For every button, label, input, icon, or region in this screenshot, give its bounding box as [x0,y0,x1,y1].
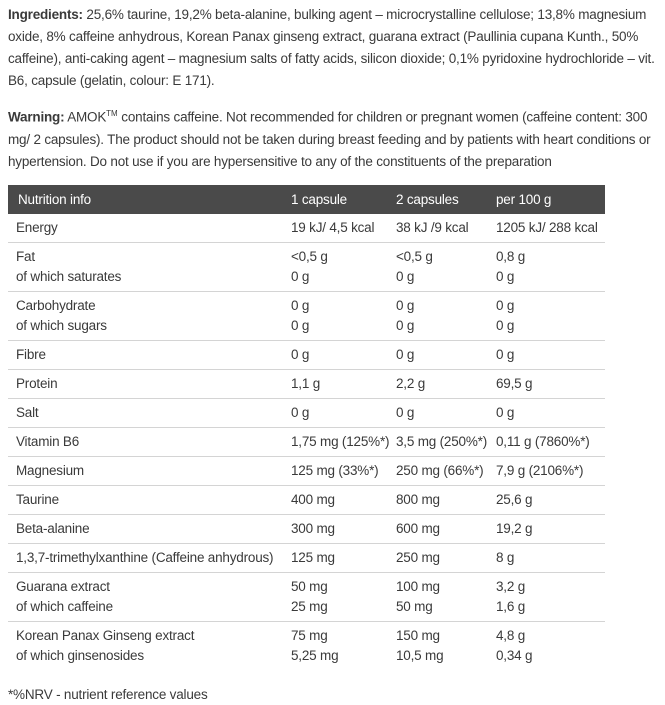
cell-text: 38 kJ /9 kcal [396,219,469,235]
value-cell [291,621,396,670]
value-cell [496,427,605,456]
column-header-nutrition-info: Nutrition info [8,185,291,214]
cell-text: Guarana extract [16,578,110,594]
cell-text: 0 g [496,404,515,420]
cell-text: 0 g [396,346,415,362]
value-cell [396,456,496,485]
cell-text: Carbohydrate [16,297,96,313]
nrv-footnote: *%NRV - nutrient reference values [8,686,208,702]
cell-text: Taurine [16,491,59,507]
cell-text: of which saturates [16,268,122,284]
cell-text: 250 mg (66%*) [396,462,484,478]
value-cell [396,340,496,369]
nutrition-table [8,185,605,670]
table-row [8,214,605,243]
cell-text: Magnesium [16,462,84,478]
nutrient-cell [8,543,291,572]
value-cell [396,572,496,621]
cell-text: 0 g [496,297,515,313]
cell-text: 3,2 g [496,578,526,594]
table-row [8,427,605,456]
cell-text: 0 g [396,404,415,420]
warning-paragraph [8,103,660,173]
cell-text: Fat [16,248,35,264]
table-row [8,543,605,572]
value-cell [396,621,496,670]
nutrition-table-header [8,185,605,214]
cell-text: Vitamin B6 [16,433,80,449]
nutrient-cell [8,214,291,243]
table-row [8,340,605,369]
cell-text: 69,5 g [496,375,533,391]
cell-text: 400 mg [291,491,335,507]
cell-text: 19,2 g [496,520,533,536]
value-cell [496,543,605,572]
cell-text: 3,5 mg (250%*) [396,433,487,449]
cell-text: Salt [16,404,39,420]
cell-text: 50 mg [396,598,433,614]
nutrition-table-body [8,214,605,670]
value-cell [396,485,496,514]
table-row [8,369,605,398]
cell-text: Energy [16,219,58,235]
cell-text: Fibre [16,346,46,362]
cell-text: 0 g [396,268,415,284]
value-cell [291,398,396,427]
value-cell [291,485,396,514]
value-cell [496,291,605,340]
value-cell [291,572,396,621]
table-row [8,514,605,543]
cell-text: 4,8 g [496,627,526,643]
table-row [8,485,605,514]
cell-text: 75 mg [291,627,328,643]
cell-text: 0 g [291,346,310,362]
value-cell [496,572,605,621]
value-cell [496,621,605,670]
trademark-symbol: TM [106,109,118,118]
column-header-1-capsule: 1 capsule [291,185,396,214]
cell-text: 1,1 g [291,375,321,391]
cell-text: 0 g [496,317,515,333]
ingredients-text: 25,6% taurine, 19,2% beta-alanine, bulking agent – microcrystalline cellulose; 13,8% magnesium oxide, 8% caffeine anhydrous, Korean Panax ginseng extract, guarana extract (Paullinia cupana Kunth., 50% caffeine), anti-caking agent – magnesium salts of fatty acids, silicon dioxide; 0,1% pyridoxine hydrochloride – vit. B6, capsule (gelatin, colour: E 171). [8,7,655,88]
value-cell [496,242,605,291]
brand-name: AMOK [67,109,107,125]
cell-text: Protein [16,375,58,391]
value-cell [291,242,396,291]
value-cell [496,214,605,243]
value-cell [496,485,605,514]
cell-text: 25,6 g [496,491,533,507]
value-cell [496,369,605,398]
cell-text: 125 mg [291,549,335,565]
value-cell [396,242,496,291]
value-cell [291,214,396,243]
value-cell [396,427,496,456]
cell-text: of which sugars [16,317,107,333]
cell-text: 125 mg (33%*) [291,462,379,478]
column-header-2-capsules: 2 capsules [396,185,496,214]
cell-text: <0,5 g [291,248,328,264]
nutrient-cell [8,340,291,369]
cell-text: 0 g [496,268,515,284]
ingredients-paragraph [8,4,660,92]
cell-text: 2,2 g [396,375,426,391]
cell-text: 0 g [291,297,310,313]
cell-text: of which caffeine [16,598,113,614]
table-row [8,572,605,621]
cell-text: 0 g [291,317,310,333]
cell-text: of which ginsenosides [16,647,144,663]
cell-text: 5,25 mg [291,647,339,663]
value-cell [291,369,396,398]
nutrient-cell [8,427,291,456]
value-cell [496,398,605,427]
value-cell [291,427,396,456]
column-header-per-100g: per 100 g [496,185,605,214]
cell-text: 0,34 g [496,647,533,663]
ingredients-label: Ingredients: [8,7,83,22]
cell-text: 0,8 g [496,248,526,264]
cell-text: 0 g [396,297,415,313]
value-cell [396,214,496,243]
value-cell [291,291,396,340]
cell-text: 10,5 mg [396,647,444,663]
nutrient-cell [8,242,291,291]
value-cell [496,514,605,543]
value-cell [396,291,496,340]
cell-text: 0 g [291,404,310,420]
table-header-row [8,185,605,214]
value-cell [396,398,496,427]
cell-text: 0 g [291,268,310,284]
cell-text: 25 mg [291,598,328,614]
cell-text: 1,3,7-trimethylxanthine (Caffeine anhydrous) [16,549,274,565]
nutrient-cell [8,369,291,398]
cell-text: 600 mg [396,520,440,536]
nutrient-cell [8,398,291,427]
cell-text: 8 g [496,549,515,565]
warning-text: contains caffeine. Not recommended for children or pregnant women (caffeine content: 300 mg/ 2 capsules). The product should not be taken during breast feeding and by patients with heart conditions or hypertension. Do not use if you are hypersensitive to any of the constituents of the preparation [8,109,651,169]
value-cell [496,340,605,369]
table-row [8,621,605,670]
cell-text: 7,9 g (2106%*) [496,462,584,478]
cell-text: 1,75 mg (125%*) [291,433,390,449]
table-row [8,456,605,485]
cell-text: 800 mg [396,491,440,507]
value-cell [291,340,396,369]
nutrient-cell [8,514,291,543]
cell-text: 100 mg [396,578,440,594]
value-cell [291,456,396,485]
cell-text: <0,5 g [396,248,433,264]
table-row [8,242,605,291]
nutrient-cell [8,572,291,621]
nutrient-cell [8,485,291,514]
cell-text: 300 mg [291,520,335,536]
cell-text: 50 mg [291,578,328,594]
value-cell [396,514,496,543]
cell-text: 1205 kJ/ 288 kcal [496,219,598,235]
cell-text: 1,6 g [496,598,526,614]
table-row [8,398,605,427]
nutrient-cell [8,291,291,340]
value-cell [291,514,396,543]
value-cell [396,543,496,572]
value-cell [291,543,396,572]
cell-text: 250 mg [396,549,440,565]
warning-label: Warning: [8,109,65,125]
value-cell [496,456,605,485]
cell-text: Korean Panax Ginseng extract [16,627,195,643]
table-row [8,291,605,340]
cell-text: Beta-alanine [16,520,90,536]
nutrient-cell [8,456,291,485]
cell-text: 150 mg [396,627,440,643]
value-cell [396,369,496,398]
cell-text: 0 g [496,346,515,362]
cell-text: 0 g [396,317,415,333]
cell-text: 0,11 g (7860%*) [496,433,590,449]
cell-text: 19 kJ/ 4,5 kcal [291,219,375,235]
nutrient-cell [8,621,291,670]
